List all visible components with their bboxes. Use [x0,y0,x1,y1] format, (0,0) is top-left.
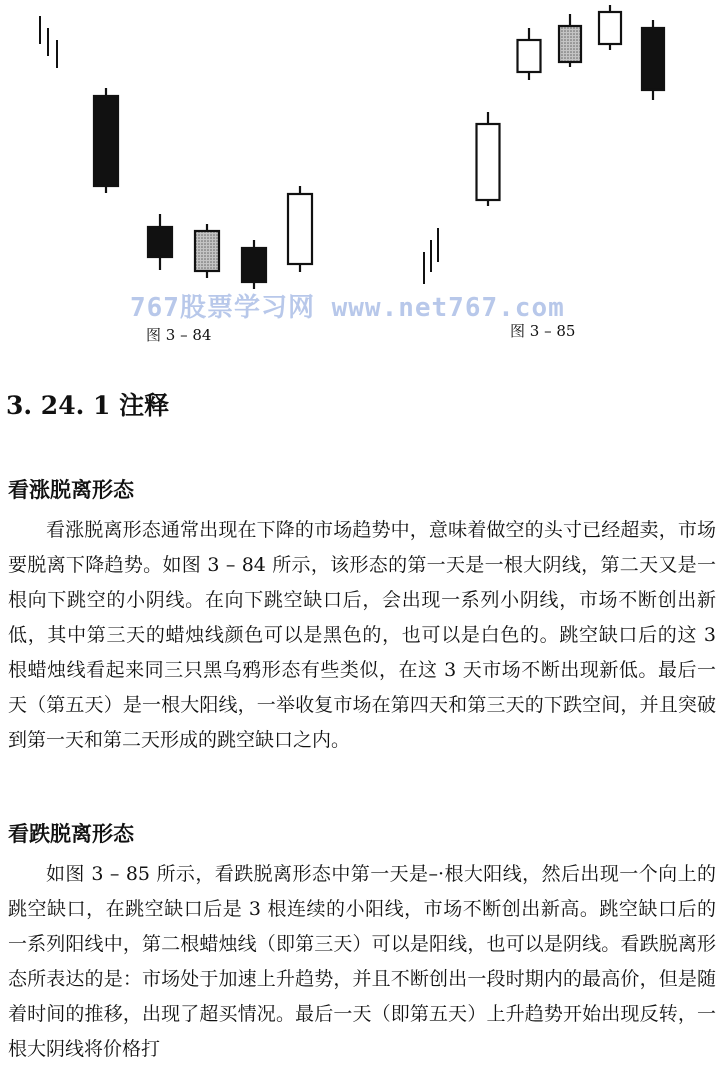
bearish-breakaway-paragraph: 如图 3 – 85 所示，看跌脱离形态中第一天是–·根大阳线，然后出现一个向上的跳空缺口，在跳空缺口后是 3 根连续的小阳线，市场不断创出新高。跳空缺口后的一系列阳线中，第二根蜡烛线（即第三天）可以是阳线，也可以是阴线。看跌脱离形态所表达的是：市场处于加速上升趋势，并且不断创出一段时期内的最高价，但是随着时间的推移，出现了超买情况。最后一天（即第五天）上升趋势开始出现反转，一根大阴线将价格打 [8,863,716,1060]
bullish-breakaway-heading: 看涨脱离形态 [8,478,134,502]
figure-3-85-caption: 图 3 – 85 [510,322,576,340]
fig-3-85-candle-4 [599,5,621,50]
bearish-breakaway-heading: 看跌脱离形态 [8,822,134,846]
figure-3-84-caption: 图 3 – 84 [146,326,212,344]
bullish-breakaway-paragraph: 看涨脱离形态通常出现在下降的市场趋势中，意味着做空的头寸已经超卖，市场要脱离下降趋势。如图 3 – 84 所示，该形态的第一天是一根大阴线，第二天又是一根向下跳空的小阴线。在向下跳空缺口后，会出现一系列小阴线，市场不断创出新低，其中第三天的蜡烛线颜色可以是黑色的，也可以是白色的。跳空缺口后的这 3 根蜡烛线看起来同三只黑乌鸦形态有些类似，在这 3 天市场不断出现新低。最后一天（第五天）是一根大阳线，一举收复市场在第四天和第三天的下跌空间，并且突破到第一天和第二天形成的跳空缺口之内。 [8,519,716,751]
watermark: 767股票学习网 www.net767.com [130,293,565,323]
figure-3-84-chart [94,88,312,289]
fig-3-84-candle-4 [242,240,266,289]
fig-3-84-candle-5 [288,186,312,272]
section-title: 3. 24. 1 注释 [6,391,170,420]
fig-3-85-candle-3 [559,14,581,67]
fig-3-84-candle-3 [195,224,219,278]
fig-3-85-candle-1 [477,112,500,206]
fig-3-84-candle-2 [148,214,172,270]
figure-3-85-chart [477,5,665,206]
fig-3-85-candle-2 [518,28,541,80]
fig-3-84-candle-1 [94,88,118,193]
fig-3-85-candle-5 [642,20,664,100]
